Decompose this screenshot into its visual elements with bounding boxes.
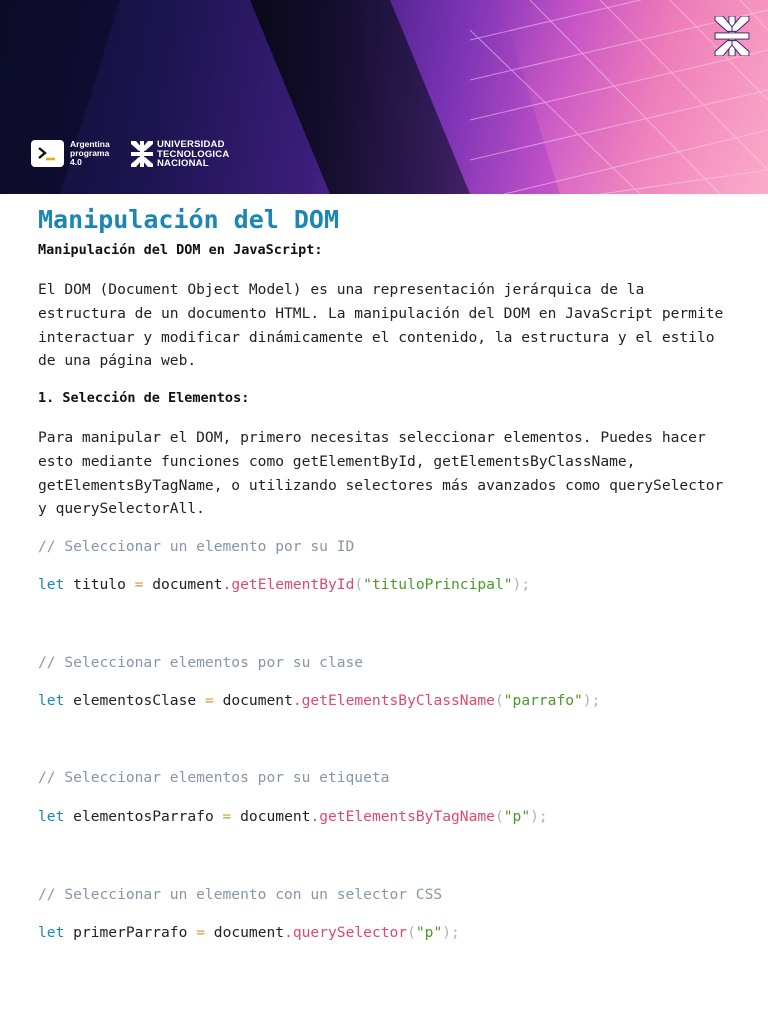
code-paren-close: ); <box>512 576 531 593</box>
code-method: .getElementsByTagName <box>310 808 495 825</box>
header-banner <box>0 0 768 194</box>
code-keyword: let <box>38 576 65 593</box>
code-comment: // Seleccionar un elemento con un selector CSS <box>38 886 443 903</box>
code-paren-open: ( <box>354 576 364 593</box>
section-1-paragraph: Para manipular el DOM, primero necesitas seleccionar elementos. Puedes hacer esto mediante funciones como getElementById, getElementsByClassName, getElementsByTagName, o utilizando selectores más avanzados como querySelector y querySelectorAll. <box>38 429 724 518</box>
utn-corner-emblem-icon <box>714 16 750 60</box>
code-method: .getElementById <box>222 576 355 593</box>
ap-line-1: Argentina <box>70 139 110 149</box>
code-operator: = <box>134 576 144 593</box>
utn-line-2: TECNOLOGICA <box>157 148 230 160</box>
utn-line-3: NACIONAL <box>157 158 209 169</box>
intro-paragraph: El DOM (Document Object Model) es una representación jerárquica de la estructura de un documento HTML. La manipulación del DOM en JavaScript permite interactuar y modificar dinámicamente el contenido, la estructura y el estilo de una página web. <box>38 281 724 370</box>
code-operator: = <box>196 924 205 941</box>
terminal-prompt-icon <box>31 140 64 167</box>
code-keyword: let <box>38 692 65 709</box>
code-paren-close: ); <box>582 692 601 709</box>
code-line <box>38 808 548 825</box>
code-string: "parrafo" <box>503 692 583 709</box>
page-title: Manipulación del DOM <box>38 205 340 234</box>
code-object: document <box>240 808 311 825</box>
code-keyword: let <box>38 808 65 825</box>
code-string: "tituloPrincipal" <box>363 576 513 593</box>
code-paren-close: ); <box>530 808 548 825</box>
code-line <box>38 924 460 941</box>
code-variable: primerParrafo <box>73 924 188 941</box>
code-keyword: let <box>38 924 65 941</box>
code-paren-open: ( <box>407 924 416 941</box>
code-operator: = <box>222 808 232 825</box>
code-object: document <box>213 924 285 941</box>
code-line <box>38 692 600 709</box>
code-paren-open: ( <box>494 692 504 709</box>
utn-emblem-icon <box>131 141 153 167</box>
utn-line-1: UNIVERSIDAD <box>157 139 225 150</box>
code-comment: // Seleccionar elementos por su etiqueta <box>38 769 390 786</box>
banner-background <box>0 0 768 194</box>
code-variable: elementosClase <box>73 692 197 709</box>
code-method: .querySelector <box>284 924 408 941</box>
argentina-programa-logo <box>31 140 110 167</box>
code-operator: = <box>204 692 214 709</box>
ap-line-2: programa <box>70 148 110 158</box>
code-string: "p" <box>503 808 531 825</box>
code-method: .getElementsByClassName <box>292 692 495 709</box>
code-line <box>38 576 530 593</box>
code-object: document <box>222 692 293 709</box>
code-object: document <box>152 576 223 593</box>
subtitle: Manipulación del DOM en JavaScript: <box>38 242 323 258</box>
section-1-heading: 1. Selección de Elementos: <box>38 390 250 406</box>
code-comment: // Seleccionar un elemento por su ID <box>38 538 355 555</box>
code-variable: titulo <box>73 576 126 593</box>
code-variable: elementosParrafo <box>73 808 214 825</box>
code-paren-close: ); <box>442 924 460 941</box>
code-string: "p" <box>415 924 443 941</box>
ap-line-3: 4.0 <box>70 157 82 167</box>
code-paren-open: ( <box>494 808 504 825</box>
code-comment: // Seleccionar elementos por su clase <box>38 654 364 671</box>
utn-logo <box>131 140 229 169</box>
